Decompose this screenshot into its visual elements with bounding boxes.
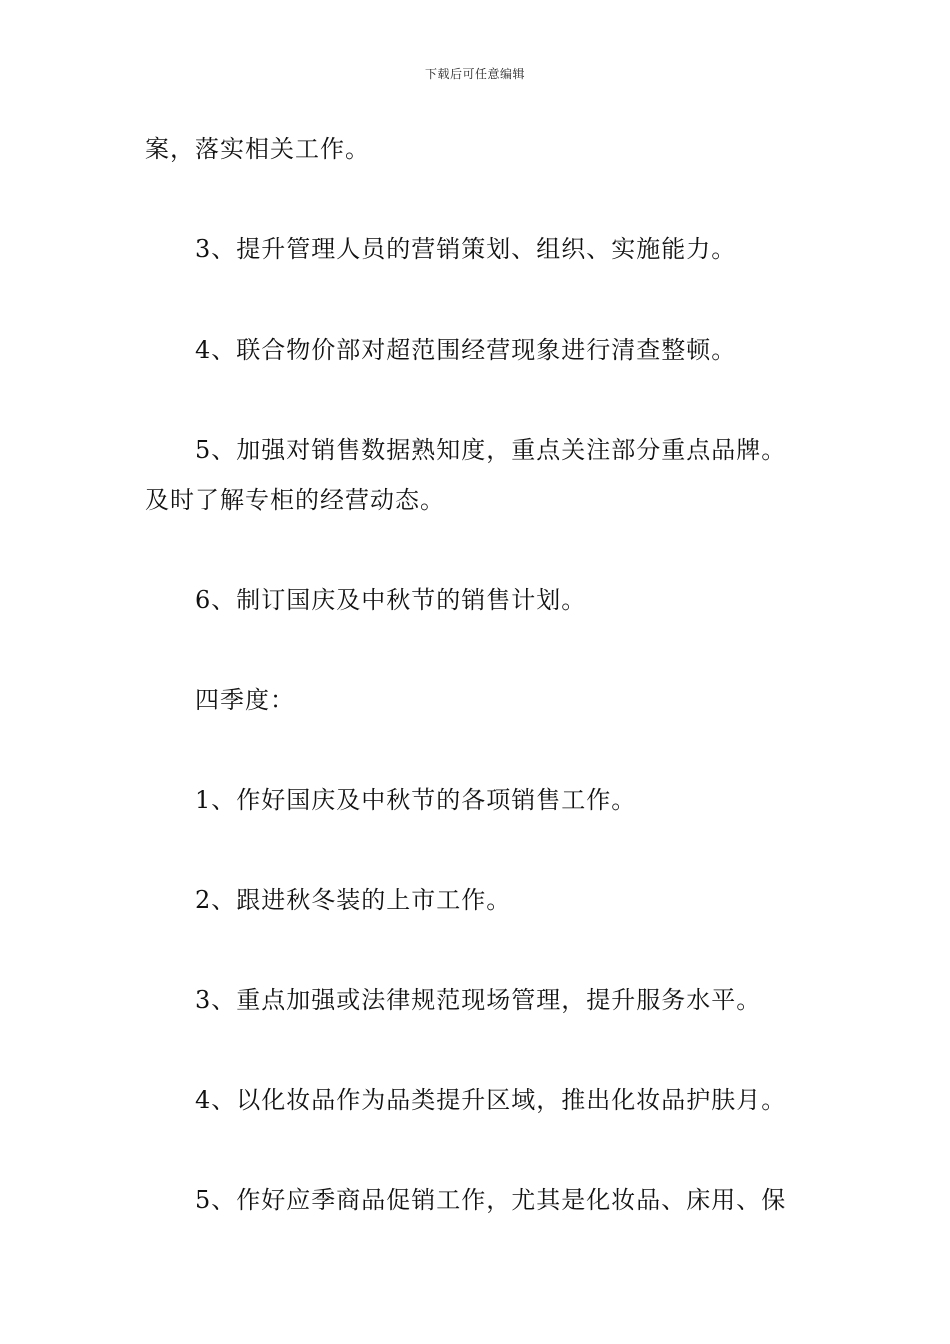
paragraph-q4-item-3: 3、重点加强或法律规范现场管理，提升服务水平。	[195, 986, 762, 1014]
paragraph-line-continuation: 案，落实相关工作。	[145, 135, 370, 163]
section-heading-q4: 四季度：	[195, 686, 295, 714]
paragraph-item-3: 3、提升管理人员的营销策划、组织、实施能力。	[195, 235, 737, 263]
page-header-note: 下载后可任意编辑	[424, 67, 525, 81]
paragraph-q4-item-1: 1、作好国庆及中秋节的各项销售工作。	[195, 786, 637, 814]
paragraph-q4-item-5: 5、作好应季商品促销工作，尤其是化妆品、床用、保	[195, 1186, 787, 1214]
paragraph-item-5: 5、加强对销售数据熟知度，重点关注部分重点品牌。	[195, 436, 787, 464]
paragraph-item-6: 6、制订国庆及中秋节的销售计划。	[195, 586, 587, 614]
paragraph-item-5-continuation: 及时了解专柜的经营动态。	[145, 486, 445, 514]
paragraph-q4-item-2: 2、跟进秋冬装的上市工作。	[195, 886, 512, 914]
paragraph-q4-item-4: 4、以化妆品作为品类提升区域，推出化妆品护肤月。	[195, 1086, 787, 1114]
paragraph-item-4: 4、联合物价部对超范围经营现象进行清查整顿。	[195, 336, 737, 364]
